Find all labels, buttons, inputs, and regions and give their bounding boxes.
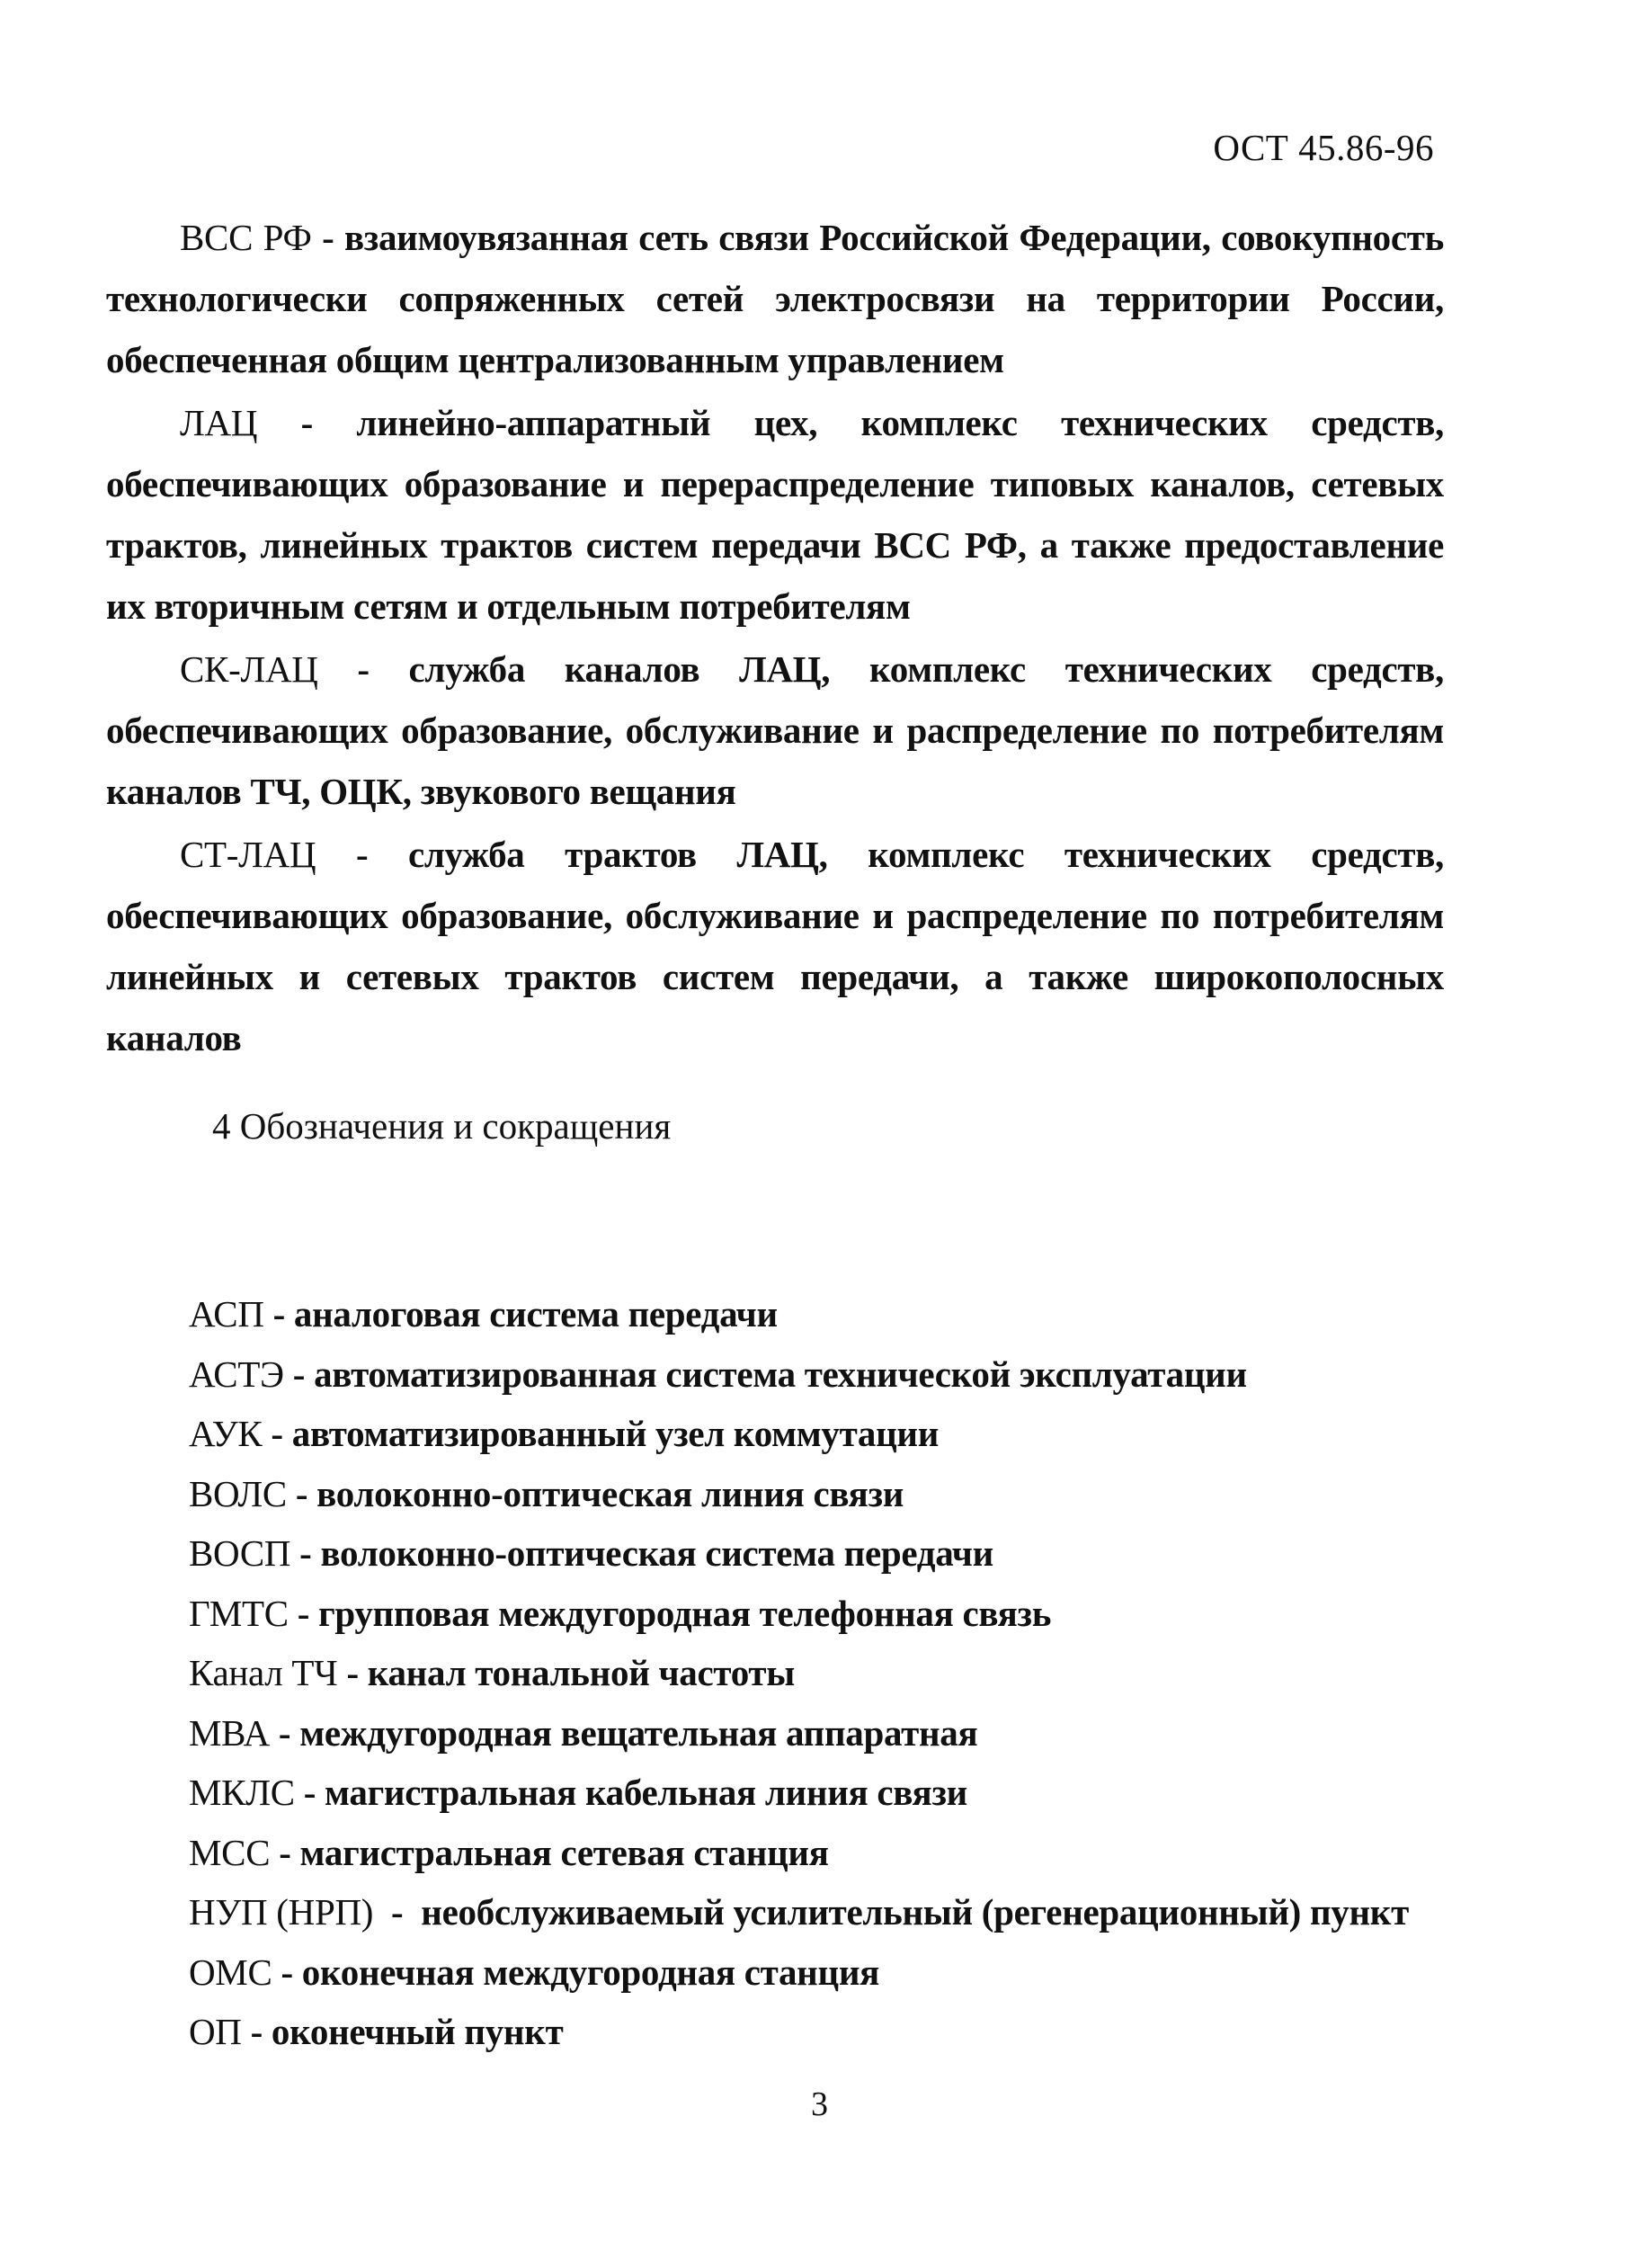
abbreviation-meaning: междугородная вещательная аппаратная <box>299 1711 978 1754</box>
definition-term: СТ-ЛАЦ <box>180 834 316 875</box>
abbreviation-item <box>189 1284 1447 1344</box>
definition-term: СК-ЛАЦ <box>180 648 318 690</box>
definition-text: служба трактов ЛАЦ, комплекс технических средств, обеспечивающих образование, обслуживание и распределение по потребителям линейных и сетевых трактов систем передачи, а также широкополосных каналов <box>106 834 1444 1058</box>
definition-text: взаимоувязанная сеть связи Российской Федерации, совокупность технологически сопряженных сетей электросвязи на территории России, обеспеченная общим централизованным управлением <box>106 217 1444 380</box>
abbreviation-meaning: оконечный пункт <box>271 2011 564 2052</box>
abbreviation: ВОСП <box>189 1532 291 1574</box>
abbreviation-separator: - <box>290 1532 321 1574</box>
abbreviation-separator: - <box>269 1711 300 1754</box>
abbreviation-meaning: автоматизированная система технической эксплуатации <box>314 1353 1247 1395</box>
abbreviation-separator: - <box>262 1413 292 1454</box>
definition-paragraph <box>106 824 1444 1068</box>
abbreviation-item <box>189 1763 1447 1823</box>
abbreviation-separator: - <box>294 1772 325 1813</box>
abbreviation-separator: - <box>337 1652 368 1693</box>
abbreviation: МСС <box>189 1831 271 1873</box>
abbreviation-separator: - <box>270 1831 300 1873</box>
abbreviation-meaning: групповая междугородная телефонная связь <box>318 1592 1052 1634</box>
definition-separator: - <box>316 834 408 875</box>
abbreviation-item <box>189 1942 1447 2003</box>
definition-separator: - <box>257 402 357 443</box>
abbreviation-meaning: аналоговая система передачи <box>293 1293 778 1335</box>
abbreviation-meaning: магистральная кабельная линия связи <box>325 1772 967 1813</box>
abbreviation-meaning: необслуживаемый усилительный (регенерационный) пункт <box>421 1891 1409 1933</box>
definitions-block <box>106 207 1444 1070</box>
definition-term: ВСС РФ <box>180 217 312 258</box>
abbreviation: АУК <box>189 1413 263 1454</box>
definition-paragraph <box>106 392 1444 637</box>
abbreviation-separator: - <box>241 2011 272 2052</box>
definition-text: служба каналов ЛАЦ, комплекс технических средств, обеспечивающих образование, обслуживание и распределение по потребителям каналов ТЧ, ОЦК, звукового вещания <box>106 648 1444 812</box>
abbreviation-meaning: автоматизированный узел коммутации <box>291 1413 940 1454</box>
abbreviation-item <box>189 1344 1447 1405</box>
abbreviations-list <box>189 1284 1447 2062</box>
abbreviation-meaning: волоконно-оптическая система передачи <box>320 1532 993 1574</box>
abbreviation-separator: - <box>283 1353 315 1395</box>
document-code: ОСТ 45.86-96 <box>1213 127 1434 168</box>
abbreviation: АСТЭ <box>189 1353 284 1395</box>
abbreviation-separator: - <box>288 1592 319 1634</box>
definition-paragraph <box>106 207 1444 390</box>
abbreviation-meaning: канал тональной частоты <box>367 1652 795 1693</box>
abbreviation: МКЛС <box>189 1772 295 1813</box>
definition-separator: - <box>317 648 409 690</box>
abbreviation-item <box>189 2002 1447 2062</box>
abbreviation-meaning: оконечная междугородная станция <box>301 1951 880 1993</box>
abbreviation-separator: - <box>272 1951 302 1993</box>
abbreviation-item <box>189 1703 1447 1764</box>
definition-separator: - <box>311 217 344 258</box>
abbreviation-item <box>189 1882 1447 1942</box>
section-heading: 4 Обозначения и сокращения <box>212 1105 672 1147</box>
abbreviation: ОП <box>189 2011 242 2052</box>
abbreviation-item <box>189 1823 1447 1883</box>
abbreviation-item <box>189 1643 1447 1703</box>
page-number: 3 <box>811 2085 828 2123</box>
abbreviation-separator: - <box>263 1293 294 1335</box>
abbreviation-meaning: магистральная сетевая станция <box>299 1831 829 1873</box>
abbreviation-separator: - <box>286 1472 317 1514</box>
definition-text: линейно-аппаратный цех, комплекс технических средств, обеспечивающих образование и перераспределение типовых каналов, сетевых трактов, линейных трактов систем передачи ВСС РФ, а также предоставление их вторичным сетям и отдельным потребителям <box>106 402 1444 627</box>
abbreviation: Канал ТЧ <box>189 1652 338 1693</box>
abbreviation-meaning: волоконно-оптическая линия связи <box>316 1472 904 1514</box>
definition-paragraph <box>106 638 1444 822</box>
abbreviation: МВА <box>189 1711 270 1754</box>
abbreviation-item <box>189 1523 1447 1584</box>
abbreviation: ОМС <box>189 1951 272 1993</box>
abbreviation-item <box>189 1464 1447 1524</box>
abbreviation-item <box>189 1404 1447 1464</box>
abbreviation: ВОЛС <box>189 1472 287 1514</box>
abbreviation: АСП <box>189 1293 264 1335</box>
definition-term: ЛАЦ <box>180 402 258 443</box>
abbreviation: НУП (НРП) <box>189 1891 374 1933</box>
abbreviation-separator: - <box>373 1891 422 1933</box>
abbreviation: ГМТС <box>189 1592 289 1634</box>
abbreviation-item <box>189 1584 1447 1644</box>
